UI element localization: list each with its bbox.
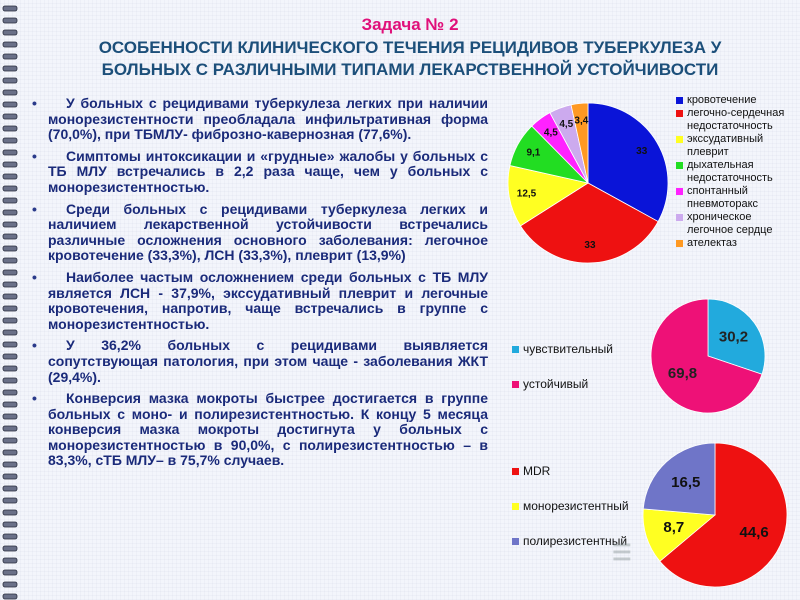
spiral-ring: [3, 354, 17, 359]
pie-slice-label: 33: [636, 145, 648, 157]
spiral-ring: [3, 534, 17, 539]
complications-legend: [676, 94, 800, 250]
legend-label: устойчивый: [523, 377, 589, 391]
pie-slice-label: 9,1: [526, 147, 541, 159]
bullet-item: • Среди больных с рецидивами туберкулеза легких и наличием лекарственной устойчивости встречались различные осложнения основного заболевания: легочное кровотечение (33,3%), ЛСН (33,3%), плеврит (13,9%): [28, 202, 488, 264]
pie-slice-label: 4,5: [543, 127, 558, 139]
legend-label: дыхательная недостаточность: [687, 159, 773, 184]
pie-slice-label: 4,5: [559, 119, 574, 131]
spiral-ring: [3, 18, 17, 23]
spiral-ring: [3, 102, 17, 107]
legend-swatch: [512, 381, 519, 388]
pie-slice-label: 44,6: [739, 524, 769, 542]
spiral-ring: [3, 174, 17, 179]
spiral-ring: [3, 342, 17, 347]
pie-slice-label: 16,5: [671, 474, 701, 492]
legend-label: MDR: [523, 464, 551, 478]
legend-item: [512, 465, 652, 478]
pie-slice-label: 8,7: [663, 518, 685, 536]
spiral-ring: [3, 66, 17, 71]
legend-swatch: [512, 468, 519, 475]
bullet-list: [28, 96, 488, 475]
spiral-ring: [3, 42, 17, 47]
bullet-item: • Наиболее частым осложнением среди больных с ТБ МЛУ является ЛСН - 37,9%, экссудативный плеврит и легочные кровотечения, напротив, чаще встречались в группе с монорезистентностью.: [28, 270, 488, 332]
spiral-ring: [3, 474, 17, 479]
spiral-ring: [3, 186, 17, 191]
spiral-ring: [3, 198, 17, 203]
spiral-ring: [3, 222, 17, 227]
resistance-type-pie-chart: [640, 440, 790, 590]
pie-slice-label: 30,2: [718, 328, 749, 346]
spiral-ring: [3, 510, 17, 515]
spiral-ring: [3, 78, 17, 83]
spiral-ring: [3, 462, 17, 467]
spiral-ring: [3, 450, 17, 455]
spiral-ring: [3, 378, 17, 383]
legend-item: [676, 237, 800, 250]
legend-swatch: [676, 110, 683, 117]
legend-label: монорезистентный: [523, 499, 629, 513]
spiral-ring: [3, 498, 17, 503]
title-block: [30, 14, 790, 80]
spiral-ring: [3, 138, 17, 143]
legend-label: спонтанный пневмоторакс: [687, 185, 759, 210]
spiral-ring: [3, 522, 17, 527]
page-title-line-1: ОСОБЕННОСТИ КЛИНИЧЕСКОГО ТЕЧЕНИЯ РЕЦИДИВОВ ТУБЕРКУЛЕЗА У: [98, 38, 722, 57]
spiral-ring: [3, 6, 17, 11]
spiral-ring: [3, 318, 17, 323]
legend-item: [676, 133, 800, 159]
pie-slice-label: 3,4: [574, 115, 589, 127]
spiral-ring: [3, 258, 17, 263]
legend-label: кровотечение: [687, 94, 757, 106]
spiral-ring: [3, 438, 17, 443]
spiral-ring: [3, 294, 17, 299]
resistance-legend: [512, 343, 652, 413]
spiral-ring: [3, 558, 17, 563]
spiral-ring: [3, 390, 17, 395]
spiral-ring: [3, 234, 17, 239]
legend-swatch: [676, 162, 683, 169]
legend-item: [676, 107, 800, 133]
legend-item: [512, 343, 652, 356]
resistance-pie-chart: [648, 296, 768, 416]
spiral-ring: [3, 90, 17, 95]
watermark-icon: ☰: [612, 540, 632, 565]
bullet-item: • У 36,2% больных с рецидивами выявляется сопутствующая патология, при этом чаще - заболевания ЖКТ (29,4%).: [28, 338, 488, 385]
notebook-spiral: [0, 0, 22, 600]
legend-swatch: [512, 346, 519, 353]
pie-slice-label: 33: [584, 240, 596, 252]
legend-item: [676, 159, 800, 185]
spiral-ring: [3, 114, 17, 119]
spiral-ring: [3, 582, 17, 587]
legend-swatch: [676, 240, 683, 247]
spiral-ring: [3, 366, 17, 371]
legend-label: легочно-сердечная недостаточность: [687, 107, 785, 132]
legend-label: экссудативный плеврит: [687, 133, 764, 158]
spiral-ring: [3, 306, 17, 311]
spiral-ring: [3, 246, 17, 251]
task-heading: Задача № 2: [361, 15, 459, 34]
legend-item: [676, 94, 800, 107]
spiral-ring: [3, 162, 17, 167]
complications-pie-chart: [500, 98, 676, 268]
legend-label: чувствительный: [523, 342, 613, 356]
legend-swatch: [676, 97, 683, 104]
legend-item: [512, 378, 652, 391]
spiral-ring: [3, 414, 17, 419]
bullet-item: • Симптомы интоксикации и «грудные» жалобы у больных с ТБ МЛУ встречались в 2,2 раза чаще, чем у больных с монорезистентностью.: [28, 149, 488, 196]
spiral-ring: [3, 330, 17, 335]
spiral-ring: [3, 270, 17, 275]
spiral-ring: [3, 54, 17, 59]
legend-swatch: [676, 136, 683, 143]
bullet-item: • У больных с рецидивами туберкулеза легких при наличии монорезистентности преобладала инфильтративная форма (70,0%), при ТБМЛУ- фиброзно-кавернозная (77,6%).: [28, 96, 488, 143]
legend-label: ателектаз: [687, 237, 737, 249]
spiral-ring: [3, 30, 17, 35]
spiral-ring: [3, 546, 17, 551]
spiral-ring: [3, 126, 17, 131]
legend-swatch: [676, 188, 683, 195]
spiral-ring: [3, 570, 17, 575]
spiral-ring: [3, 594, 17, 599]
spiral-ring: [3, 210, 17, 215]
legend-swatch: [676, 214, 683, 221]
legend-item: [676, 185, 800, 211]
legend-swatch: [512, 503, 519, 510]
pie-slice-label: 12,5: [516, 188, 537, 200]
legend-label: полирезистентный: [523, 534, 628, 548]
page-title-line-2: БОЛЬНЫХ С РАЗЛИЧНЫМИ ТИПАМИ ЛЕКАРСТВЕННОЙ УСТОЙЧИВОСТИ: [101, 60, 719, 79]
legend-label: хроническое легочное сердце: [687, 211, 773, 236]
spiral-ring: [3, 426, 17, 431]
spiral-ring: [3, 486, 17, 491]
bullet-item: • Конверсия мазка мокроты быстрее достигается в группе больных с моно- и полирезистентностью. К концу 5 месяца конверсия мазка мокроты достигнута у больных с монорезистентностью в 90,0%, с полирезистентностью – в 83,3%, сТБ МЛУ– в 75,7% случаев.: [28, 391, 488, 469]
legend-item: [676, 211, 800, 237]
spiral-ring: [3, 282, 17, 287]
spiral-ring: [3, 402, 17, 407]
legend-item: [512, 500, 652, 513]
legend-swatch: [512, 538, 519, 545]
spiral-ring: [3, 150, 17, 155]
pie-slice-label: 69,8: [667, 365, 698, 383]
